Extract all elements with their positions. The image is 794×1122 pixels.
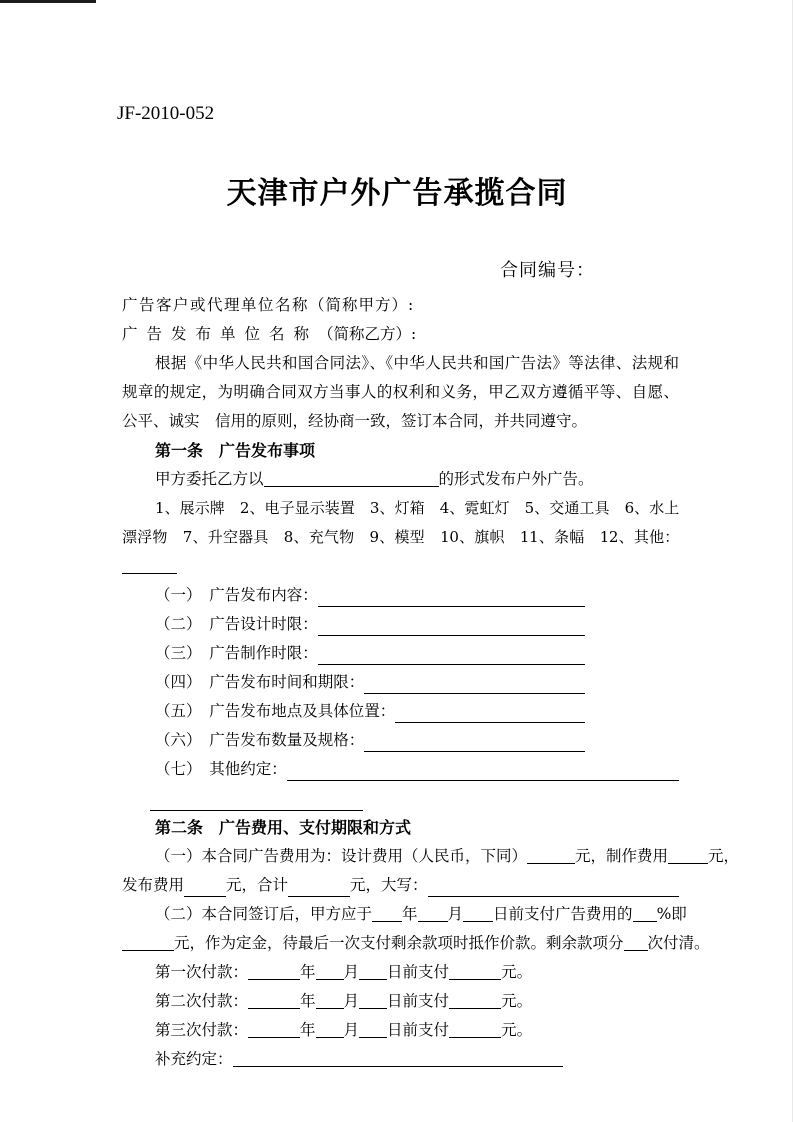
intro-paragraph: 根据《中华人民共和国合同法》、《中华人民共和国广告法》等法律、法规和规章的规定，为明确合同双方当事人的权利和义务，甲乙双方遵循平等、自愿、公平、诚实 信用的原则，经协商一致，签订本合同，并共同遵守。 xyxy=(122,354,679,430)
deposit-seg2: 年 xyxy=(402,905,418,923)
entrust-suffix: 的形式发布户外广告。 xyxy=(438,470,594,488)
item-blank xyxy=(318,610,585,636)
article2-heading: 第二条 广告费用、支付期限和方式 xyxy=(155,818,412,837)
payment-seg: 元。 xyxy=(501,992,533,1010)
payment-label: 第二次付款： xyxy=(155,992,249,1010)
payment-row-2 xyxy=(122,987,679,1016)
article1-heading: 第一条 广告发布事项 xyxy=(155,441,316,460)
fee-seg2: 元，制作费用 xyxy=(575,847,669,865)
item-blank xyxy=(318,639,585,665)
payment-year-blank xyxy=(248,991,300,1009)
payment-month-blank xyxy=(316,991,344,1009)
deposit-seg6: 元，作为定金，待最后一次支付剩余款项时抵作价款。剩余款项分 xyxy=(174,934,624,952)
item-design-deadline xyxy=(122,610,679,639)
other-form-blank xyxy=(122,556,177,574)
forms-list-text: 1、展示牌 2、电子显示装置 3、灯箱 4、霓虹灯 5、交通工具 6、水上漂浮物 7、升空器具 8、充气物 9、模型 10、旗帜 11、条幅 12、其他： xyxy=(122,499,679,546)
payment-amount-blank xyxy=(449,1020,501,1038)
party-b-suffix: （简称乙方）: xyxy=(318,325,417,343)
deposit-clause-line1 xyxy=(122,900,687,929)
item-label: （六） 广告发布数量及规格： xyxy=(155,731,365,749)
contract-number-label: 合同编号： xyxy=(500,260,595,281)
document-title: 天津市户外广告承揽合同 xyxy=(226,176,568,211)
item-label: （五） 广告发布地点及具体位置： xyxy=(155,702,396,720)
deposit-clause-line2 xyxy=(122,929,710,958)
payment-label: 第三次付款： xyxy=(155,1021,249,1039)
party-b-line xyxy=(122,320,679,349)
deposit-seg5: %即 xyxy=(656,905,687,923)
item-blank xyxy=(395,697,585,723)
production-fee-blank xyxy=(668,846,708,864)
payment-day-blank xyxy=(359,962,387,980)
scan-edge-line xyxy=(792,0,793,1122)
payment-seg: 年 xyxy=(300,963,316,981)
deposit-month-blank xyxy=(418,904,448,922)
fee-seg6: 元，大写： xyxy=(350,876,428,894)
supplement-label: 补充约定： xyxy=(155,1050,233,1068)
payment-seg: 年 xyxy=(300,1021,316,1039)
payment-amount-blank xyxy=(449,962,501,980)
installments-count-blank xyxy=(624,933,648,951)
party-b-name: 广告发布单位名称 xyxy=(122,325,319,343)
publish-fee-blank xyxy=(184,879,226,897)
item-blank xyxy=(318,581,585,607)
payment-row-1 xyxy=(122,958,679,987)
payment-seg: 月 xyxy=(343,992,360,1010)
deposit-percent-blank xyxy=(633,904,657,922)
deposit-seg1: （二）本合同签订后，甲方应于 xyxy=(155,905,373,923)
scan-edge-artifact xyxy=(0,0,96,3)
fee-seg4: 发布费用 xyxy=(122,876,185,894)
payment-seg: 日前支付 xyxy=(387,992,450,1010)
payment-year-blank xyxy=(248,962,300,980)
amount-in-words-blank xyxy=(428,871,679,897)
payment-seg: 元。 xyxy=(501,963,533,981)
item-blank xyxy=(364,668,585,694)
deposit-seg7: 次付清。 xyxy=(647,934,710,952)
payment-amount-blank xyxy=(449,991,501,1009)
item-blank xyxy=(364,726,585,752)
payment-seg: 月 xyxy=(343,963,360,981)
item-label: （四） 广告发布时间和期限： xyxy=(155,673,365,691)
continuation-blank xyxy=(150,784,363,811)
fee-seg1: （一）本合同广告费用为：设计费用（人民币，下同） xyxy=(155,847,528,865)
party-a-line xyxy=(122,291,679,320)
supplement-line xyxy=(122,1045,679,1074)
deposit-amount-blank xyxy=(122,933,174,951)
item-publish-content xyxy=(122,581,679,610)
entrust-prefix: 甲方委托乙方以 xyxy=(155,470,264,488)
party-a-name: 广告客户或代理单位名称 xyxy=(122,296,310,314)
deposit-year-blank xyxy=(372,904,402,922)
deposit-day-blank xyxy=(463,904,493,922)
payment-seg: 年 xyxy=(300,992,316,1010)
payment-seg: 月 xyxy=(343,1021,360,1039)
supplement-blank xyxy=(233,1049,563,1067)
fee-seg3: 元， xyxy=(708,847,740,865)
fee-clause-line1 xyxy=(122,842,740,871)
item-publish-time xyxy=(122,668,679,697)
payment-month-blank xyxy=(316,962,344,980)
contract-body xyxy=(122,291,740,1074)
item-label: （二） 广告设计时限： xyxy=(155,615,318,633)
item-publish-location xyxy=(122,697,679,726)
payment-seg: 日前支付 xyxy=(387,1021,450,1039)
payment-seg: 日前支付 xyxy=(387,963,450,981)
advert-form-blank xyxy=(264,469,439,487)
item-label: （三） 广告制作时限： xyxy=(155,644,318,662)
item-other-agreement xyxy=(122,755,679,784)
continuation-line-row xyxy=(122,784,679,813)
design-fee-blank xyxy=(527,846,575,864)
party-a-suffix: （简称甲方）: xyxy=(309,296,415,314)
item-quantity-spec xyxy=(122,726,679,755)
payment-year-blank xyxy=(248,1020,300,1038)
total-fee-blank xyxy=(288,879,350,897)
deposit-seg4: 日前支付广告费用的 xyxy=(493,905,633,923)
entrust-line xyxy=(122,465,679,494)
fee-seg5: 元，合计 xyxy=(226,876,289,894)
fee-clause-line2 xyxy=(122,871,679,900)
payment-day-blank xyxy=(359,991,387,1009)
payment-day-blank xyxy=(359,1020,387,1038)
item-label: （七） 其他约定： xyxy=(155,760,287,778)
item-blank xyxy=(287,755,679,781)
payment-row-3 xyxy=(122,1016,679,1045)
payment-label: 第一次付款： xyxy=(155,963,249,981)
item-label: （一） 广告发布内容： xyxy=(155,586,318,604)
payment-seg: 元。 xyxy=(501,1021,533,1039)
document-code: JF-2010-052 xyxy=(117,103,215,124)
deposit-seg3: 月 xyxy=(447,905,464,923)
payment-month-blank xyxy=(316,1020,344,1038)
item-production-deadline xyxy=(122,639,679,668)
forms-list xyxy=(122,494,679,581)
